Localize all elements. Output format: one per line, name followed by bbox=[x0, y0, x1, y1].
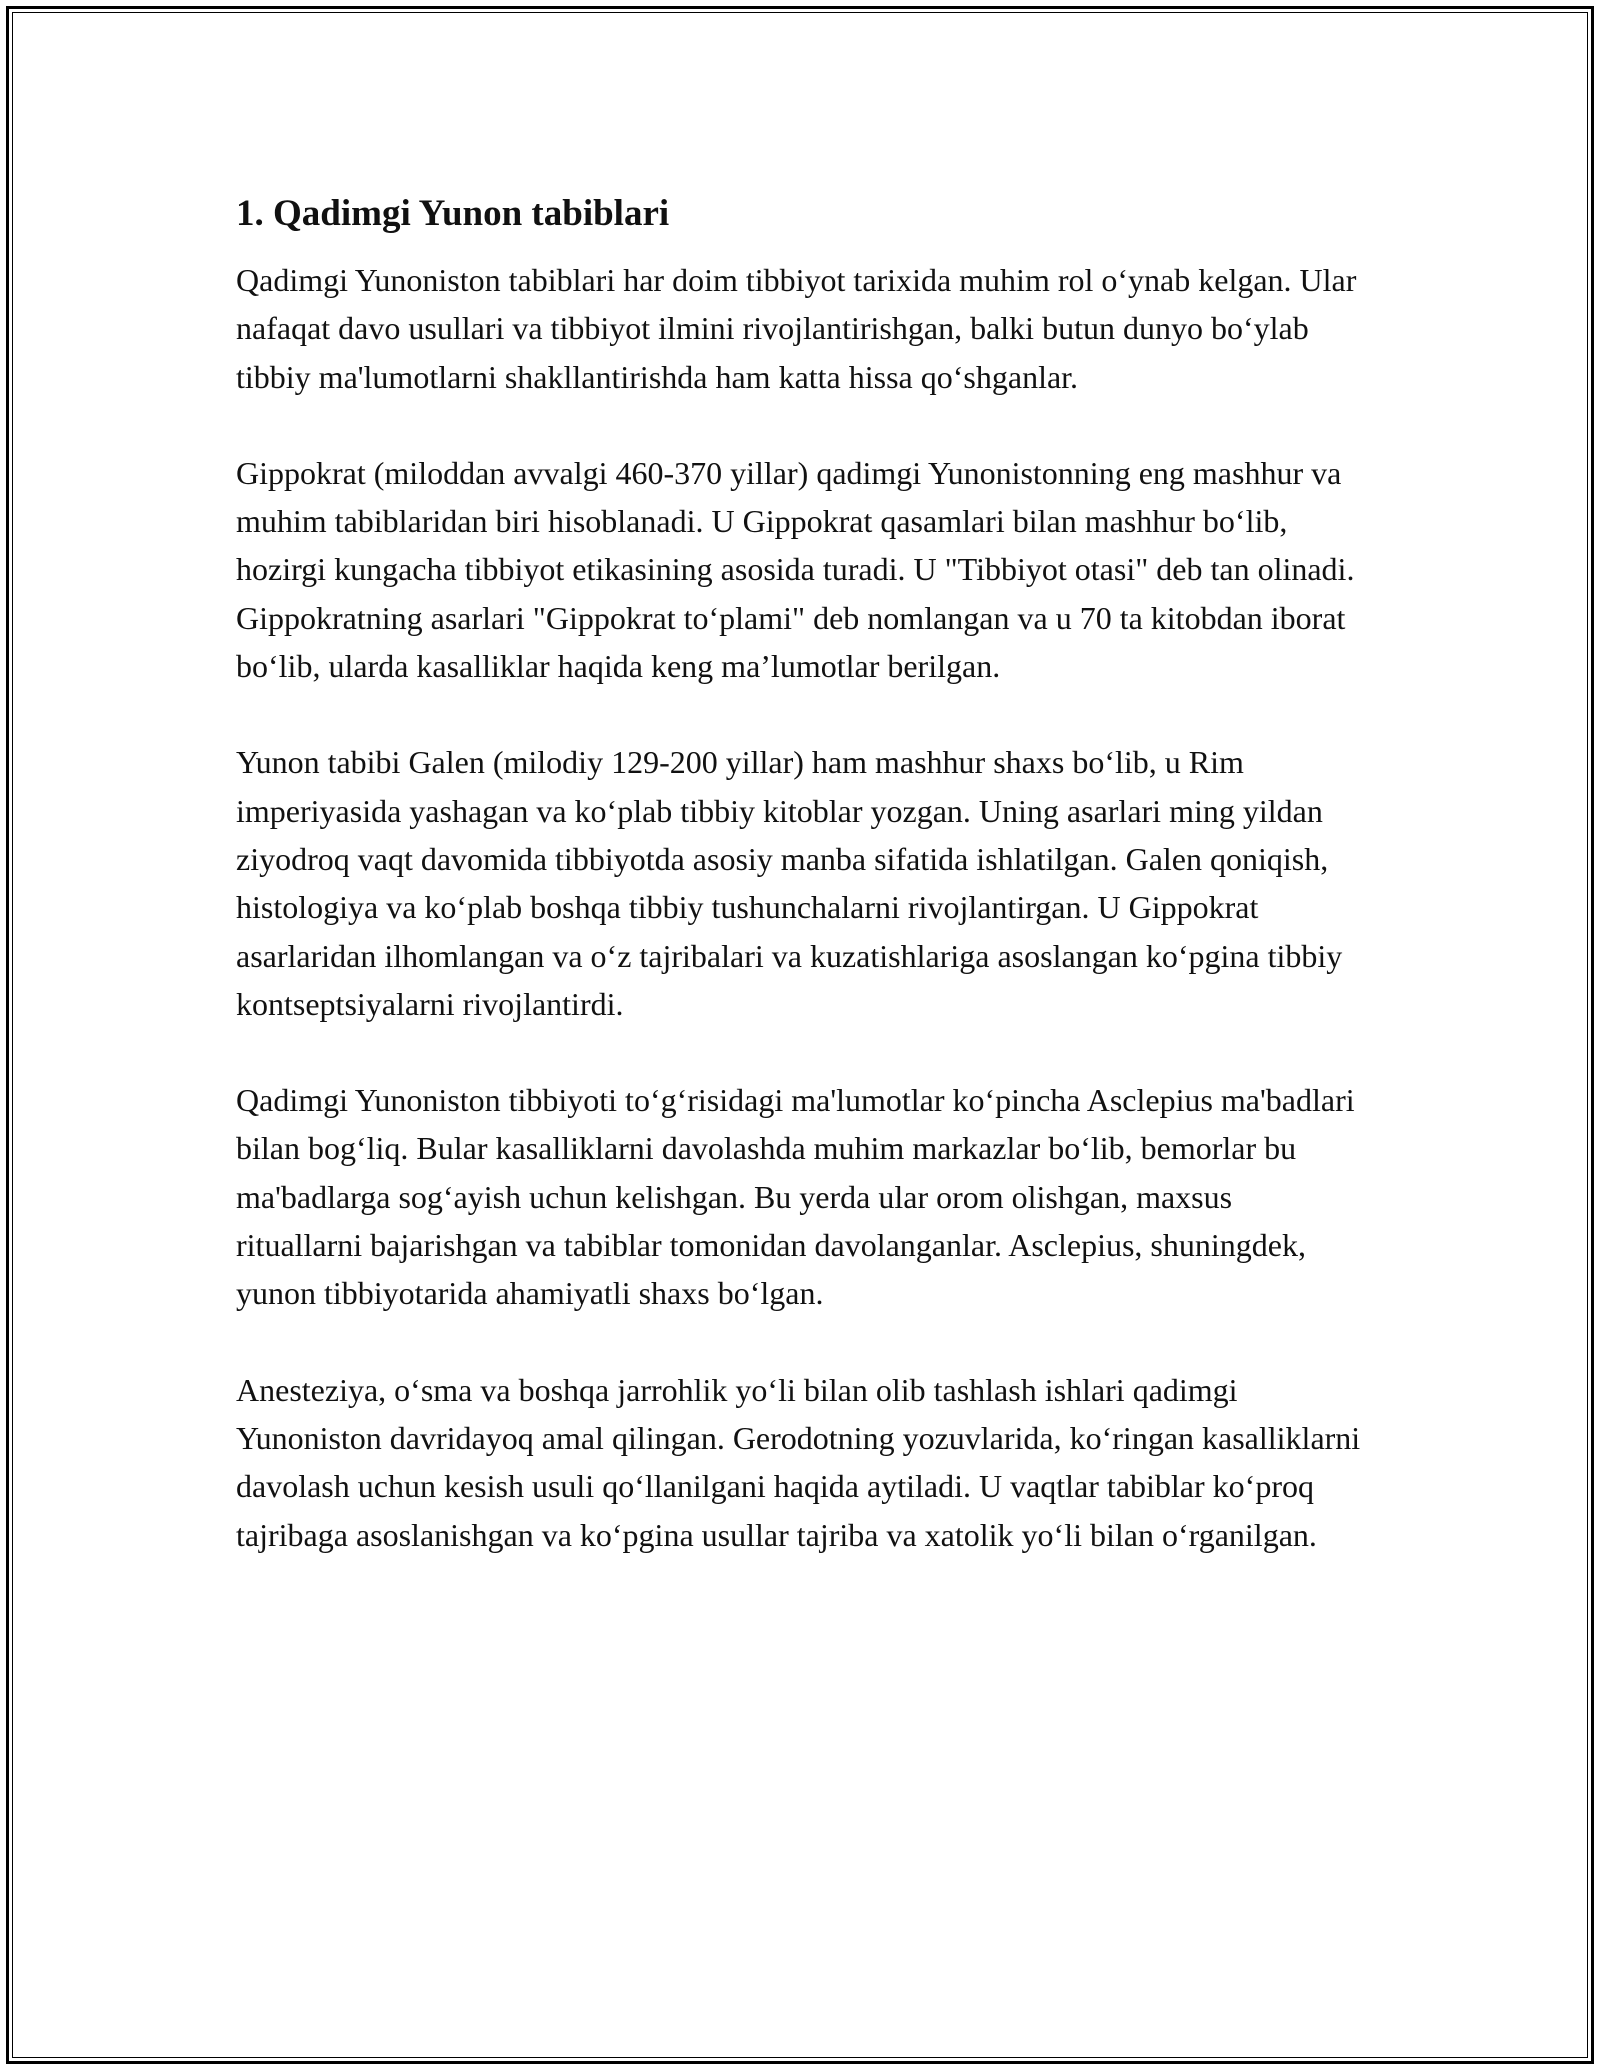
document-body bbox=[236, 186, 1366, 1607]
paragraph-galen: Yunon tabibi Galen (milodiy 129-200 yillar) ham mashhur shaxs bo‘lib, u Rim imperiyasida yashagan va ko‘plab tibbiy kitoblar yozgan. Uning asarlari ming yildan ziyodroq vaqt davomida tibbiyotda asosiy manba sifatida ishlatilgan. Galen qoniqish, histologiya va ko‘plab boshqa tibbiy tushunchalarni rivojlantirgan. U Gippokrat asarlaridan ilhomlangan va o‘z tajribalari va kuzatishlariga asoslangan ko‘pgina tibbiy kontseptsiyalarni rivojlantirdi. bbox=[236, 744, 1343, 1022]
paragraph-surgery: Anesteziya, o‘sma va boshqa jarrohlik yo‘li bilan olib tashlash ishlari qadimgi Yunoniston davridayoq amal qilingan. Gerodotning yozuvlarida, ko‘ringan kasalliklarni davolash uchun kesish usuli qo‘llanilgani haqida aytiladi. U vaqtlar tabiblar ko‘proq tajribaga asoslanishgan va ko‘pgina usullar tajriba va xatolik yo‘li bilan o‘rganilgan. bbox=[236, 1371, 1361, 1553]
paragraph-hippocrates: Gippokrat (miloddan avvalgi 460-370 yillar) qadimgi Yunonistonning eng mashhur va muhim tabiblaridan biri hisoblanadi. U Gippokrat qasamlari bilan mashhur bo‘lib, hozirgi kungacha tibbiyot etikasining asosida turadi. U "Tibbiyot otasi" deb tan olinadi. Gippokratning asarlari "Gippokrat to‘plami" deb nomlangan va u 70 ta kitobdan iborat bo‘lib, ularda kasalliklar haqida keng ma’lumotlar berilgan. bbox=[236, 454, 1355, 685]
section-heading: 1. Qadimgi Yunon tabiblari bbox=[236, 193, 670, 234]
paragraph-asclepius: Qadimgi Yunoniston tibbiyoti to‘g‘risidagi ma'lumotlar ko‘pincha Asclepius ma'badlari bilan bog‘liq. Bular kasalliklarni davolashda muhim markazlar bo‘lib, bemorlar bu ma'badlarga sog‘ayish uchun kelishgan. Bu yerda ular orom olishgan, maxsus rituallarni bajarishgan va tabiblar tomonidan davolanganlar. Asclepius, shuningdek, yunon tibbiyotarida ahamiyatli shaxs bo‘lgan. bbox=[236, 1082, 1355, 1312]
paragraph-intro: Qadimgi Yunoniston tabiblari har doim tibbiyot tarixida muhim rol o‘ynab kelgan. Ular nafaqat davo usullari va tibbiyot ilmini rivojlantirishgan, balki butun dunyo bo‘ylab tibbiy ma'lumotlarni shakllantirishda ham katta hissa qo‘shganlar. bbox=[236, 262, 1357, 395]
